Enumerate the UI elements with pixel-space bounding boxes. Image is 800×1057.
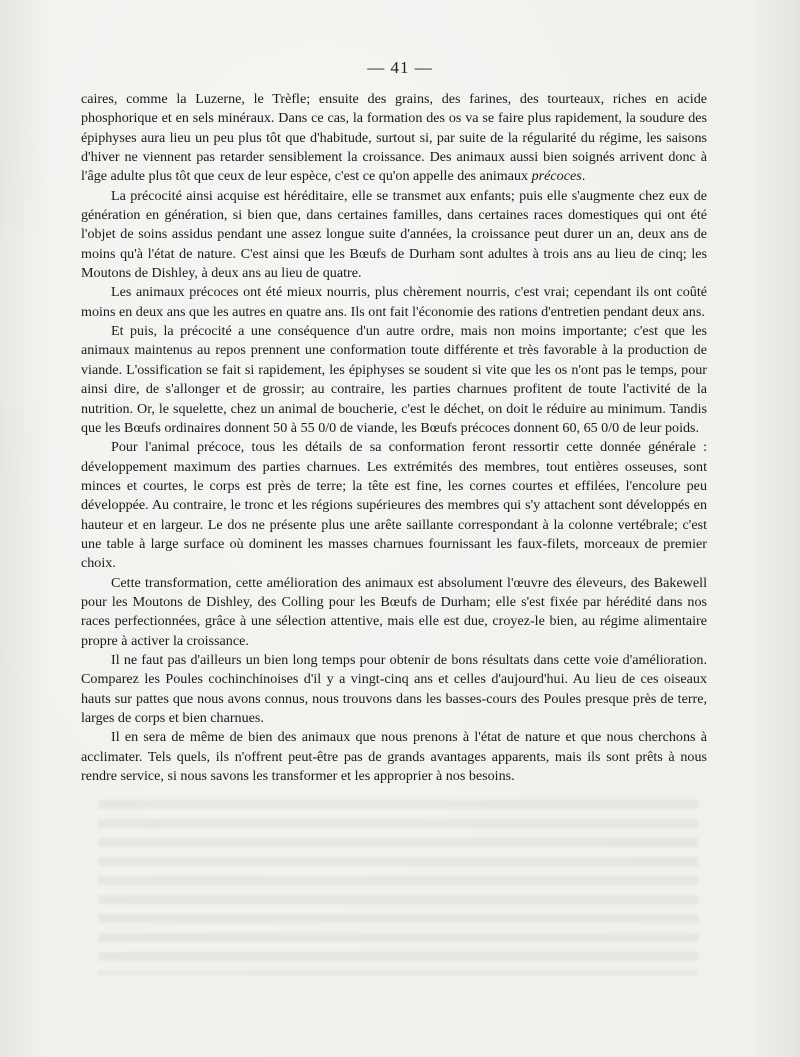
paragraph-1-end: . (581, 168, 586, 185)
paragraph-5: Pour l'animal précoce, tous les détails de sa conformation feront ressortir cette donnée générale : développement maximum des parties charnues. Les extrémités des membres, tout entières osseuses, sont minces et courtes, le corps est près de terre; la tête est fine, les cornes courtes et effilées, l'encolure peu développée. Au contraire, le tronc et les régions supérieures des membres qui s'y attachent sont développés en hauteur et en largeur. Le dos ne présente plus une arête saillante correspondant à la colonne vertébrale; c'est une table à large surface où dominent les masses charnues fournissant les faux-filets, morceaux de premier choix. (81, 439, 707, 572)
page-number: — 41 — (367, 58, 433, 77)
paragraph-4: Et puis, la précocité a une conséquence d'un autre ordre, mais non moins importante; c'est que les animaux maintenus au repos prennent une conformation toute différente et très favorable à la production de viande. L'ossification se fait si rapidement, les épiphyses se soudent si vite que les os n'ont pas le temps, pour ainsi dire, de s'allonger et de grossir; au contraire, les parties charnues profitent de toute l'activité de la nutrition. Or, le squelette, chez un animal de boucherie, c'est le déchet, on doit le réduire au minimum. Tandis que les Bœufs ordinaires donnent 50 à 55 0/0 de viande, les Bœufs précoces donnent 60, 65 0/0 de leur poids. (81, 323, 707, 436)
paragraph-2: La précocité ainsi acquise est héréditaire, elle se transmet aux enfants; puis elle s'augmente chez eux de génération en génération, si bien que, dans certaines familles, dans certaines races domestiques qui ont été l'objet de soins assidus pendant une assez longue suite d'années, la croissance peut durer un an, deux ans de moins qu'à l'état de nature. C'est ainsi que les Bœufs de Durham sont adultes à trois ans au lieu de cinq; les Moutons de Dishley, à deux ans au lieu de quatre. (81, 187, 707, 282)
paragraph-3: Les animaux précoces ont été mieux nourris, plus chèrement nourris, c'est vrai; cependant ils ont coûté moins en deux ans que les autres en quatre ans. Ils ont fait l'économie des rations d'entretien pendant deux ans. (81, 284, 707, 320)
paragraph-6: Cette transformation, cette amélioration des animaux est absolument l'œuvre des éleveurs, des Bakewell pour les Moutons de Dishley, des Colling pour les Bœufs de Durham; elle s'est fixée par hérédité dans nos races perfectionnées, grâce à une sélection attentive, mais elle est due, croyez-le bien, au régime alimentaire propre à activer la croissance. (81, 574, 707, 649)
paragraph-7: Il ne faut pas d'ailleurs un bien long temps pour obtenir de bons résultats dans cette voie d'amélioration. Comparez les Poules cochinchinoises d'il y a vingt-cinq ans et celles d'aujourd'hui. Au lieu de ces oiseaux hauts sur pattes que nous avons connus, nous trouvons dans les basses-cours des Poules presque près de terre, larges de corps et bien charnues. (81, 651, 707, 726)
show-through-texture (98, 800, 698, 975)
paragraph-1 (81, 90, 707, 187)
paragraph-8: Il en sera de même de bien des animaux que nous prenons à l'état de nature et que nous cherchons à acclimater. Tels quels, ils n'offrent peut-être pas de grands avantages apparents, mais ils sont prêts à nous rendre service, si nous savons les transformer et les approprier à nos besoins. (81, 729, 707, 785)
paragraph-1-text: caires, comme la Luzerne, le Trèfle; ensuite des grains, des farines, des tourteaux, riches en acide phosphorique et en sels minéraux. Dans ce cas, la formation des os va se faire plus rapidement, la soudure des épiphyses aura lieu un peu plus tôt que d'habitude, surtout si, par suite de la régularité du régime, les saisons d'hiver ne viennent pas retarder sensiblement la croissance. Des animaux aussi bien soignés arrivent donc à l'âge adulte plus tôt que ceux de leur espèce, c'est ce qu'on appelle des animaux (81, 91, 707, 185)
paragraph-1-emphasis: précoces (531, 168, 582, 185)
body-text (81, 90, 707, 786)
